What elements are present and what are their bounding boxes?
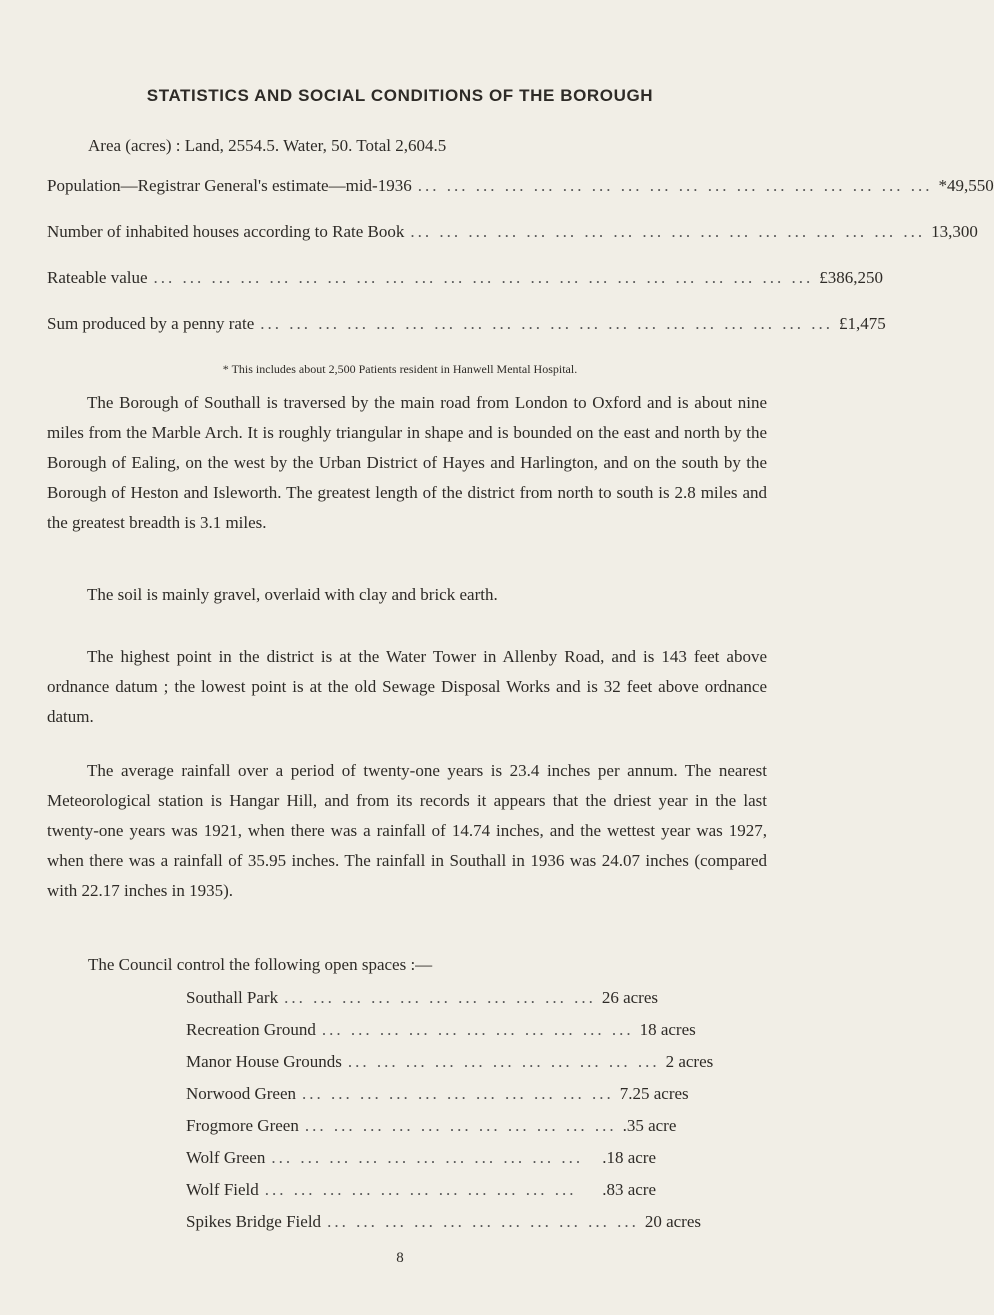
stat-value: *49,550 xyxy=(938,176,994,195)
open-space-name: Southall Park xyxy=(186,988,279,1007)
page-title: STATISTICS AND SOCIAL CONDITIONS OF THE BOROUGH xyxy=(146,86,654,105)
leader-dots: ... ... ... ... ... ... ... ... ... ... ... ... ... ... ... ... ... ... xyxy=(410,222,926,241)
stat-label: Sum produced by a penny rate xyxy=(47,314,255,333)
paragraph-rainfall: The average rainfall over a period of twenty-one years is 23.4 inches per annum. The nearest Meteorological station is Hangar Hill, and from its records it appears that the driest year in the last twenty-one years was 1921, when there was a rainfall of 14.74 inches, and the wettest year was 1927, when there was a rainfall of 35.95 inches. The rainfall in Southall in 1936 was 24.07 inches (compared with 22.17 inches in 1935). xyxy=(47,761,767,900)
stat-row-penny-rate xyxy=(47,314,886,338)
open-space-name: Spikes Bridge Field xyxy=(186,1212,322,1231)
open-space-size: 18 acres xyxy=(639,1020,696,1039)
open-space-name: Wolf Green xyxy=(186,1148,266,1167)
open-spaces-intro: The Council control the following open spaces :— xyxy=(88,955,433,974)
open-space-row xyxy=(186,1212,701,1236)
leader-dots: ... ... ... ... ... ... ... ... ... ... ... ... ... ... ... ... ... ... ... ... ... ... ... xyxy=(153,268,814,287)
open-space-name: Frogmore Green xyxy=(186,1116,299,1135)
area-line: Area (acres) : Land, 2554.5. Water, 50. Total 2,604.5 xyxy=(88,136,447,155)
open-space-size: 7.25 acres xyxy=(619,1084,689,1103)
open-space-row xyxy=(186,1116,677,1140)
stat-label: Population—Registrar General's estimate—mid-1936 xyxy=(47,176,412,195)
open-space-name: Wolf Field xyxy=(186,1180,259,1199)
open-space-row xyxy=(186,1020,696,1044)
footnote: * This includes about 2,500 Patients resident in Hanwell Mental Hospital. xyxy=(222,362,578,376)
open-space-name: Recreation Ground xyxy=(186,1020,316,1039)
open-space-size: 2 acres xyxy=(665,1052,714,1071)
leader-dots: ... ... ... ... ... ... ... ... ... ... ... ... ... ... ... ... ... ... ... ... xyxy=(260,314,833,333)
stat-row-population xyxy=(47,176,994,200)
leader-dots: ... ... ... ... ... ... ... ... ... ... ... xyxy=(327,1212,639,1231)
stat-value: 13,300 xyxy=(931,222,978,241)
leader-dots: ... ... ... ... ... ... ... ... ... ... ... xyxy=(304,1116,617,1135)
stat-label: Rateable value xyxy=(47,268,148,287)
leader-dots: ... ... ... ... ... ... ... ... ... ... ... xyxy=(271,1148,584,1167)
open-space-row xyxy=(186,1180,656,1204)
open-space-name: Manor House Grounds xyxy=(186,1052,342,1071)
leader-dots: ... ... ... ... ... ... ... ... ... ... ... xyxy=(284,988,596,1007)
paragraph-elevation: The highest point in the district is at the Water Tower in Allenby Road, and is 143 feet above ordnance datum ; the lowest point is at the old Sewage Disposal Works and is 32 feet above ordnance datum. xyxy=(47,647,767,726)
stat-row-rateable-value xyxy=(47,268,884,292)
leader-dots: ... ... ... ... ... ... ... ... ... ... ... ... ... ... ... ... ... ... xyxy=(417,176,933,195)
paragraph-location: The Borough of Southall is traversed by the main road from London to Oxford and is about nine miles from the Marble Arch. It is roughly triangular in shape and is bounded on the east and north by the Borough of Ealing, on the west by the Urban District of Hayes and Harlington, and on the south by the Borough of Heston and Isleworth. The greatest length of the district from north to south is 2.8 miles and the greatest breadth is 3.1 miles. xyxy=(47,393,767,532)
stat-value: £386,250 xyxy=(819,268,884,287)
open-space-row xyxy=(186,1148,656,1172)
open-space-row xyxy=(186,1052,714,1076)
open-space-row xyxy=(186,1084,689,1108)
paragraph-soil: The soil is mainly gravel, overlaid with clay and brick earth. xyxy=(87,585,498,604)
leader-dots: ... ... ... ... ... ... ... ... ... ... ... xyxy=(321,1020,634,1039)
stat-label: Number of inhabited houses according to Rate Book xyxy=(47,222,405,241)
open-space-name: Norwood Green xyxy=(186,1084,296,1103)
open-space-row xyxy=(186,988,659,1012)
leader-dots: ... ... ... ... ... ... ... ... ... ... ... xyxy=(347,1052,660,1071)
open-space-size: .18 acre xyxy=(602,1148,656,1167)
stat-value: £1,475 xyxy=(839,314,886,333)
leader-dots: ... ... ... ... ... ... ... ... ... ... ... xyxy=(264,1180,577,1199)
open-space-size: 26 acres xyxy=(601,988,659,1007)
open-space-size: .83 acre xyxy=(602,1180,656,1199)
open-space-size: .35 acre xyxy=(622,1116,677,1135)
stat-row-houses xyxy=(47,222,978,246)
open-space-size: 20 acres xyxy=(644,1212,701,1231)
leader-dots: ... ... ... ... ... ... ... ... ... ... ... xyxy=(302,1084,614,1103)
page-number: 8 xyxy=(396,1250,404,1266)
